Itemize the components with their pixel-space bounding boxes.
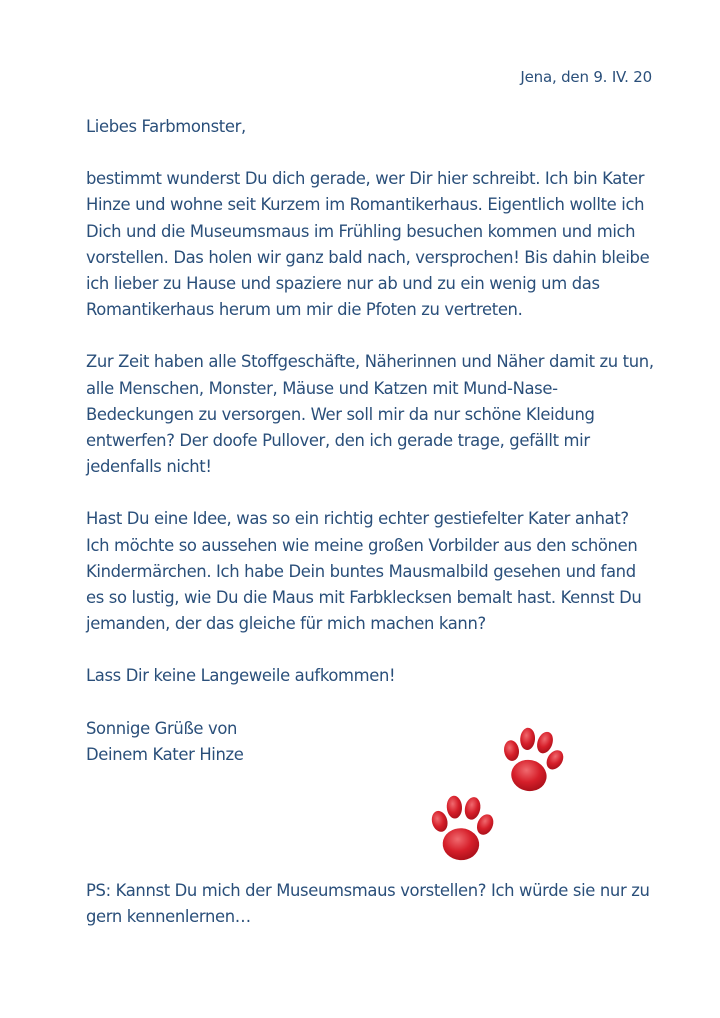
signature: Deinem Kater Hinze (86, 744, 244, 764)
paragraph-1: bestimmt wunderst Du dich gerade, wer Dir hier schreibt. Ich bin Kater Hinze und wohne seit Kurzem im Romantikerhaus. Eigentlich wollte ich Dich und die Museumsmaus im Frühling besuchen kommen und mich vorstellen. Das holen wir ganz bald nach, versprochen! Bis dahin bleibe ich lieber zu Hause und spaziere nur ab und zu ein wenig um das Romantikerhaus herum um mir die Pfoten zu vertreten. (86, 169, 650, 320)
paw-print-icon (421, 787, 502, 870)
paragraph-2: Zur Zeit haben alle Stoffgeschäfte, Näherinnen und Näher damit zu tun, alle Menschen, Monster, Mäuse und Katzen mit Mund-Nase-Bedeckungen zu versorgen. Wer soll mir da nur schöne Kleidung entwerfen? Der doofe Pullover, den ich gerade trage, gefällt mir jedenfalls nicht! (86, 352, 654, 477)
paragraph-3: Hast Du eine Idee, was so ein richtig echter gestiefelter Kater anhat? Ich möchte so aussehen wie meine großen Vorbilder aus den schönen Kindermärchen. Ich habe Dein buntes Mausmalbild gesehen und fand es so lustig, wie Du die Maus mit Farbklecksen bemalt hast. Kennst Du jemanden, der das gleiche für mich machen kann? (86, 509, 642, 634)
salutation: Liebes Farbmonster, (86, 117, 246, 136)
postscript: PS: Kannst Du mich der Museumsmaus vorstellen? Ich würde sie nur zu gern kennenlernen… (86, 881, 650, 927)
closing: Sonnige Grüße von (86, 718, 238, 738)
letter-date: Jena, den 9. IV. 20 (520, 68, 652, 86)
letter-body (86, 114, 656, 768)
paragraph-4: Lass Dir keine Langeweile aufkommen! (86, 666, 396, 686)
